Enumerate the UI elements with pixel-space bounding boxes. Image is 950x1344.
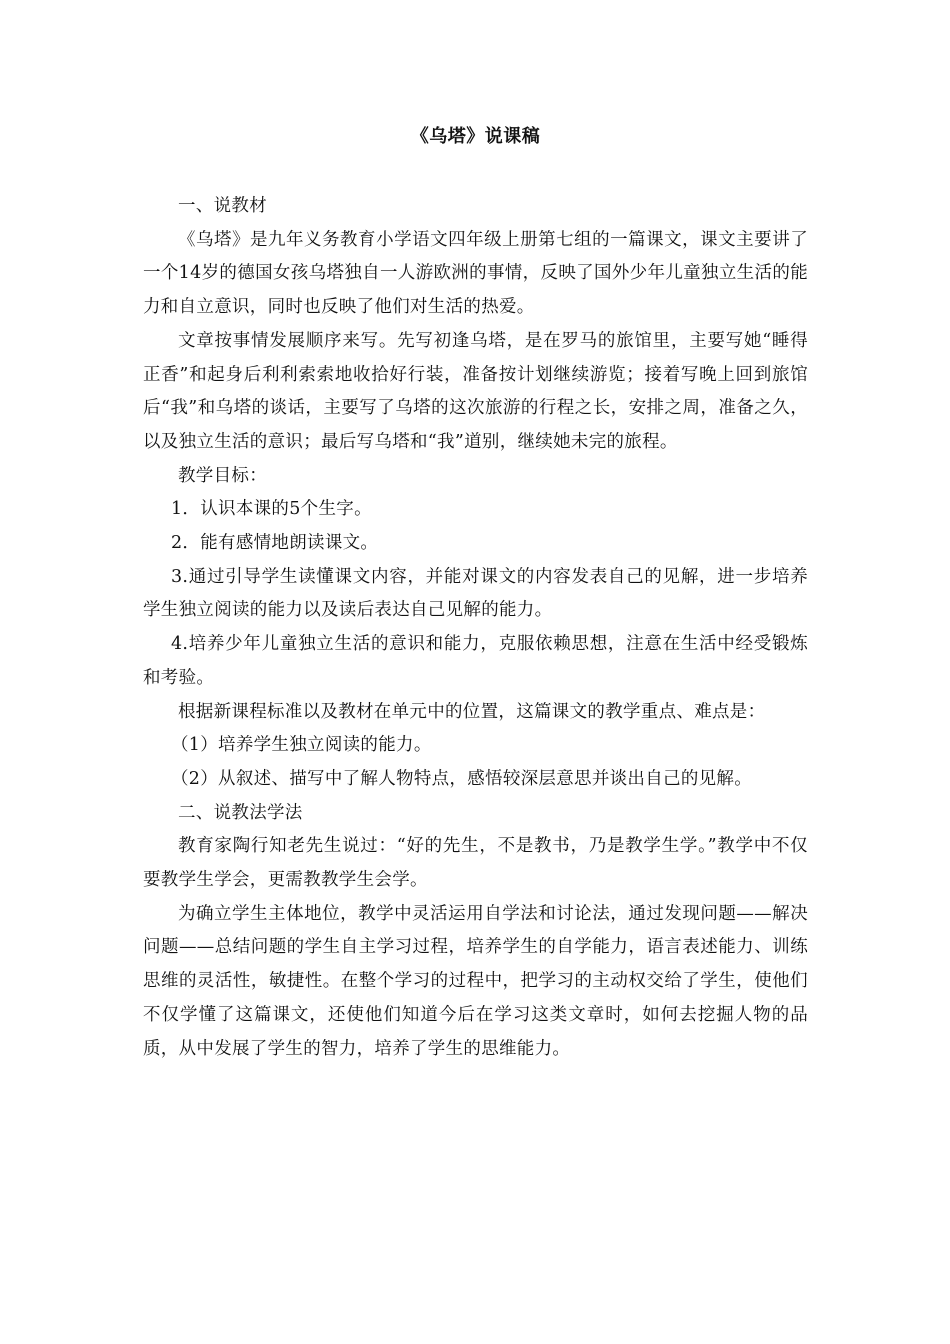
key-point-1: （1）培养学生独立阅读的能力。 <box>171 735 432 756</box>
document-title: 《乌塔》说课稿 <box>410 126 541 147</box>
section-heading-methods: 二、说教法学法 <box>178 802 303 823</box>
key-points-intro: 根据新课程标准以及教材在单元中的位置，这篇课文的教学重点、难点是： <box>178 701 766 722</box>
goal-item-2: 2．能有感情地朗读课文。 <box>171 533 379 554</box>
document-body <box>143 190 808 1066</box>
paragraph-structure: 文章按事情发展顺序来写。先写初逢乌塔，是在罗马的旅馆里，主要写她“睡得正香”和起身后利利索索地收拾好行装，准备按计划继续游览；接着写晚上回到旅馆后“我”和乌塔的谈话，主要写了乌塔的这次旅游的行程之长，安排之周，准备之久，以及独立生活的意识；最后写乌塔和“我”道别，继续她未完的旅程。 <box>143 330 808 452</box>
paragraph-quote: 教育家陶行知老先生说过：“好的先生，不是教书，乃是教学生学。”教学中不仅要教学生学会，更需教教学生会学。 <box>143 836 808 891</box>
goal-item-1: 1．认识本课的5个生字。 <box>171 499 372 520</box>
goal-item-4: 4.培养少年儿童独立生活的意识和能力，克服依赖思想，注意在生活中经受锻炼和考验。 <box>143 634 808 688</box>
paragraph-methods: 为确立学生主体地位，教学中灵活运用自学法和讨论法，通过发现问题——解决问题——总结问题的学生自主学习过程，培养学生的自学能力，语言表述能力、训练思维的灵活性，敏捷性。在整个学习的过程中，把学习的主动权交给了学生，使他们不仅学懂了这篇课文，还使他们知道今后在学习这类文章时，如何去挖掘人物的品质，从中发展了学生的智力，培养了学生的思维能力。 <box>143 903 808 1059</box>
paragraph-text-intro: 《乌塔》是九年义务教育小学语文四年级上册第七组的一篇课文，课文主要讲了一个14岁的德国女孩乌塔独自一人游欧洲的事情，反映了国外少年儿童独立生活的能力和自立意识，同时也反映了他们对生活的热爱。 <box>143 229 808 318</box>
document-page <box>143 0 808 1066</box>
key-point-2: （2）从叙述、描写中了解人物特点，感悟较深层意思并谈出自己的见解。 <box>171 768 753 789</box>
section-heading-teaching-material: 一、说教材 <box>178 196 267 216</box>
goal-item-3: 3.通过引导学生读懂课文内容，并能对课文的内容发表自己的见解，进一步培养学生独立阅读的能力以及读后表达自己见解的能力。 <box>143 566 808 621</box>
teaching-goals-heading: 教学目标： <box>178 465 267 486</box>
